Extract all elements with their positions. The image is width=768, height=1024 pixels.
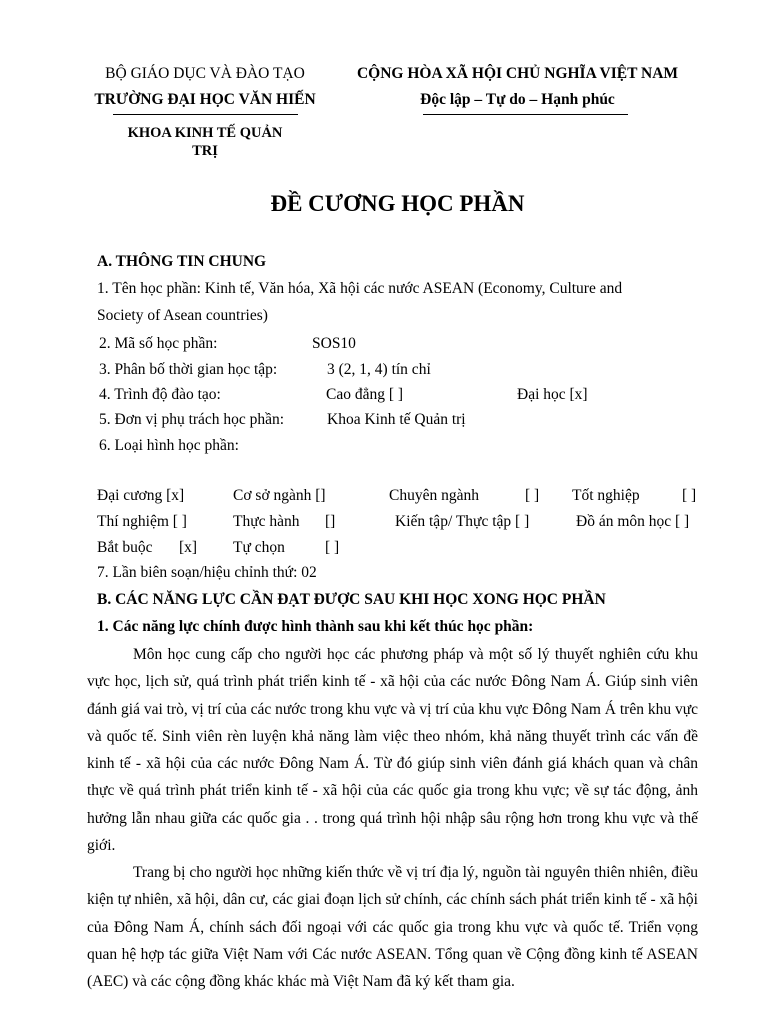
type-compulsory-box: [x] [179, 539, 198, 556]
university-underline [113, 114, 298, 115]
competency-paragraph-1-text: Môn học cung cấp cho người học các phương pháp và một số lý thuyết nghiên cứu khu vực học, lịch sử, quá trình phát triển kinh tế - xã hội của các nước Đông Nam Á. Giúp sinh viên đánh giá vai trò, vị trí của các nước trong khu vực và vị trí của khu vực Đông Nam Á trên khu vực và quốc tế. Sinh viên rèn luyện khả năng làm việc theo nhóm, khả năng thuyết trình các vấn đề kinh tế - xã hội của các nước Đông Nam Á. Từ đó giúp sinh viên đánh giá khách quan và chân thực về quá trình phát triển kinh tế - xã hội của các quốc gia trong khu vực; về sự tác động, ảnh hưởng lẫn nhau giữa các quốc gia . . trong quá trình hội nhập sâu rộng hơn trong khu vực và thế giới. [87, 646, 698, 855]
type-specialized: Chuyên ngành [389, 487, 479, 504]
course-code-value: SOS10 [312, 335, 356, 352]
type-specialized-box: [ ] [525, 487, 540, 504]
course-name-line2: Society of Asean countries) [97, 307, 268, 324]
type-project: Đồ án môn học [ ] [576, 513, 690, 530]
motto-underline [423, 114, 628, 115]
type-graduation-box: [ ] [682, 487, 697, 504]
training-level-label: 4. Trình độ đào tạo: [99, 386, 221, 403]
revision-number: 7. Lần biên soạn/hiệu chỉnh thứ: 02 [97, 564, 317, 581]
university-name: TRƯỜNG ĐẠI HỌC VĂN HIẾN [94, 91, 316, 108]
time-allocation-value: 3 (2, 1, 4) tín chỉ [327, 361, 431, 378]
section-b-subheading: 1. Các năng lực chính được hình thành sau khi kết thúc học phần: [97, 618, 534, 635]
republic-name: CỘNG HÒA XÃ HỘI CHỦ NGHĨA VIỆT NAM [356, 65, 679, 82]
competency-paragraph-2 [87, 859, 698, 995]
faculty-name-line2: TRỊ [192, 143, 218, 159]
type-elective: Tự chọn [233, 539, 285, 556]
type-practice: Thực hành [233, 513, 300, 530]
section-a-heading: A. THÔNG TIN CHUNG [97, 253, 267, 270]
document-title: ĐỀ CƯƠNG HỌC PHẦN [270, 191, 525, 216]
type-compulsory: Bắt buộc [97, 539, 153, 556]
type-elective-box: [ ] [325, 539, 340, 556]
competency-paragraph-2-text: Trang bị cho người học những kiến thức về vị trí địa lý, nguồn tài nguyên thiên nhiên, điều kiện tự nhiên, xã hội, dân cư, các giai đoạn lịch sử chính, các chính sách phát triển kinh tế - xã hội của Đông Nam Á, chính sách đối ngoại với các quốc gia trong khu vực và quốc tế. Triển vọng quan hệ hợp tác giữa Việt Nam với Các nước ASEAN. Tổng quan về Cộng đồng kinh tế ASEAN (AEC) và các cộng đồng khác khác mà Việt Nam đã ký kết tham gia. [87, 864, 698, 991]
national-motto: Độc lập – Tự do – Hạnh phúc [420, 91, 615, 108]
section-b-heading: B. CÁC NĂNG LỰC CẦN ĐẠT ĐƯỢC SAU KHI HỌC XONG HỌC PHẦN [97, 591, 606, 608]
ministry-name: BỘ GIÁO DỤC VÀ ĐÀO TẠO [105, 65, 305, 82]
type-lab: Thí nghiệm [ ] [97, 513, 187, 530]
type-internship: Kiến tập/ Thực tập [ ] [395, 513, 530, 530]
type-general: Đại cương [x] [97, 487, 185, 504]
faculty-name-line1: KHOA KINH TẾ QUẢN [127, 125, 283, 141]
type-graduation: Tốt nghiệp [572, 487, 640, 504]
course-code-label: 2. Mã số học phần: [99, 335, 218, 352]
type-foundation: Cơ sở ngành [] [233, 487, 326, 504]
type-practice-box: [] [325, 513, 336, 530]
training-level-university-option: Đại học [x] [517, 386, 588, 403]
responsible-unit-label: 5. Đơn vị phụ trách học phần: [99, 411, 285, 428]
time-allocation-label: 3. Phân bố thời gian học tập: [99, 361, 278, 378]
training-level-college-option: Cao đẳng [ ] [326, 386, 404, 403]
course-name-line1: 1. Tên học phần: Kinh tế, Văn hóa, Xã hội các nước ASEAN (Economy, Culture and [97, 280, 623, 297]
course-type-label: 6. Loại hình học phần: [99, 437, 239, 454]
competency-paragraph-1 [87, 641, 698, 859]
responsible-unit-value: Khoa Kinh tế Quản trị [327, 411, 466, 428]
